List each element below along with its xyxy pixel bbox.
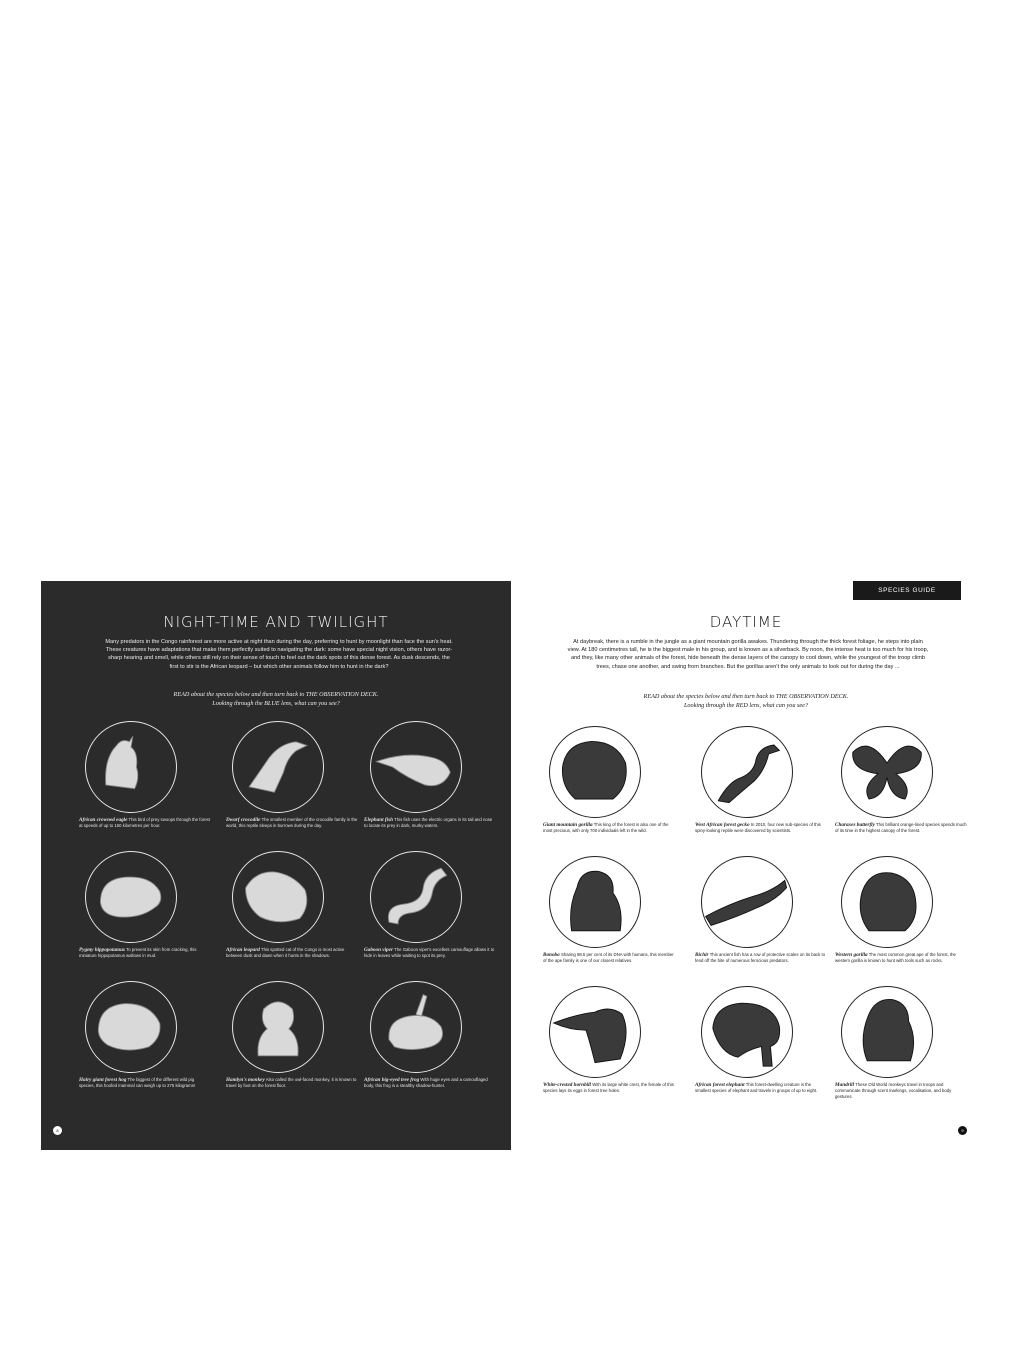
species-name: African forest elephant	[695, 1082, 745, 1088]
species-entry	[79, 851, 211, 976]
species-entry	[695, 726, 827, 851]
crocodile-icon	[232, 721, 324, 813]
species-entry	[543, 856, 675, 981]
elephant-icon	[701, 986, 793, 1078]
frog-icon	[370, 981, 462, 1073]
species-entry	[835, 986, 967, 1111]
species-entry	[364, 851, 496, 976]
species-name: Elephant fish	[364, 817, 393, 823]
species-description: With huge eyes and a camouflaged body, this frog is a stealthy shadow-hunter.	[364, 1077, 488, 1089]
species-description: The most common great ape of the forest, the western gorilla is known to hunt with tools such as rocks.	[835, 952, 956, 964]
species-caption	[226, 1077, 358, 1089]
species-name: Mandrill	[835, 1082, 855, 1088]
species-entry	[695, 986, 827, 1111]
species-description: This ancient fish has a row of protective scales on its back to fend off the bite of numerous ferocious predators.	[695, 952, 826, 964]
species-guide-tab: SPECIES GUIDE	[853, 581, 961, 600]
species-description: This brilliant orange-lined species spends much of its time in the highest canopy of the forest.	[835, 822, 967, 834]
species-entry	[364, 721, 496, 846]
species-entry	[543, 986, 675, 1111]
species-entry	[226, 981, 358, 1106]
fish-icon	[370, 721, 462, 813]
species-description: With its large white crest, the female of this species lays its eggs in forest tree holes.	[543, 1082, 674, 1094]
species-name: African crowned eagle	[79, 817, 128, 823]
species-caption	[226, 817, 358, 829]
species-caption	[543, 952, 675, 964]
western-gorilla-icon	[841, 856, 933, 948]
species-name: White-crested hornbill	[543, 1082, 591, 1088]
snake-icon	[370, 851, 462, 943]
species-name: Pygmy hippopotamus	[79, 947, 125, 953]
species-description: This bird of prey swoops through the forest at speeds of up to 160 kilometres per hour.	[79, 817, 210, 829]
species-caption	[835, 822, 967, 834]
species-description: The Gaboon viper's excellent camouflage allows it to hide in leaves while waiting to spot its prey.	[364, 947, 495, 959]
species-caption	[543, 822, 675, 834]
species-caption	[79, 817, 211, 829]
species-name: Bonobo	[543, 952, 560, 958]
species-entry	[835, 856, 967, 981]
species-caption	[695, 952, 827, 964]
species-description: In 2010, four new sub-species of this spiny-looking reptile were discovered by scientists.	[695, 822, 821, 834]
prompt-line-1: READ about the species below and then turn back to THE OBSERVATION DECK.	[643, 693, 849, 700]
species-caption	[695, 1082, 827, 1094]
species-name: Western gorilla	[835, 952, 868, 958]
species-entry	[695, 856, 827, 981]
species-name: Dwarf crocodile	[226, 817, 261, 823]
species-caption	[364, 1077, 496, 1089]
species-name: Giant mountain gorilla	[543, 822, 593, 828]
species-name: West African forest gecko	[695, 822, 750, 828]
species-caption	[364, 817, 496, 829]
bonobo-icon	[549, 856, 641, 948]
species-entry	[835, 726, 967, 851]
species-description: The smallest member of the crocodile family in the world, this reptile sleeps in burrows during the day.	[226, 817, 358, 829]
prompt-line-1: READ about the species below and then turn back to THE OBSERVATION DECK.	[173, 691, 379, 698]
species-caption	[835, 1082, 967, 1101]
species-description: Sharing 98.5 per cent of its DNA with humans, this member of the ape family is one of our closest relatives.	[543, 952, 674, 964]
species-name: African leopard	[226, 947, 260, 953]
eagle-icon	[85, 721, 177, 813]
species-description: This spotted cat of the Congo is most active between dusk and dawn when it hunts in the shadows.	[226, 947, 345, 959]
page-title: DAYTIME	[709, 613, 783, 631]
species-name: Hamlyn's monkey	[226, 1077, 265, 1083]
hornbill-icon	[549, 986, 641, 1078]
species-description: These Old World monkeys travel in troops and communicate through scent markings, vocalisation, and body gestures.	[835, 1082, 952, 1100]
species-description: This king of the forest is also one of the most precious, with only 700 individuals left in the wild.	[543, 822, 669, 834]
right-page	[511, 581, 981, 1150]
species-entry	[79, 981, 211, 1106]
bichir-icon	[701, 856, 793, 948]
butterfly-icon	[841, 726, 933, 818]
hog-icon	[85, 981, 177, 1073]
page-number: 8	[53, 1126, 62, 1135]
species-description: This fish uses the electric organs in its tail and nose to locate its prey in dark, murky waters.	[364, 817, 493, 829]
species-caption	[695, 822, 827, 834]
species-description: The biggest of the different wild pig species, this hoofed mammal can weigh up to 275 kilograms!	[79, 1077, 196, 1089]
prompt-line-2: Looking through the BLUE lens, what can you see?	[212, 699, 340, 707]
species-name: Charaxes butterfly	[835, 822, 875, 828]
species-caption	[79, 1077, 211, 1089]
species-entry	[543, 726, 675, 851]
species-caption	[543, 1082, 675, 1094]
monkey-icon	[232, 981, 324, 1073]
reading-prompt	[561, 693, 931, 710]
left-page	[41, 581, 511, 1150]
reading-prompt	[91, 691, 461, 708]
species-entry	[226, 721, 358, 846]
mandrill-icon	[841, 986, 933, 1078]
species-description: Also called the owl-faced monkey, it is known to travel by foot on the forest floor.	[226, 1077, 357, 1089]
species-name: African big-eyed tree frog	[364, 1077, 420, 1083]
leopard-icon	[232, 851, 324, 943]
species-entry	[79, 721, 211, 846]
species-name: Bichir	[695, 952, 709, 958]
species-description: To prevent its skin from cracking, this miniature hippopotamus wallows in mud.	[79, 947, 197, 959]
species-entry	[364, 981, 496, 1106]
gorilla-icon	[549, 726, 641, 818]
species-name: Hairy giant forest hog	[79, 1077, 127, 1083]
intro-paragraph: At daybreak, there is a rumble in the jungle as a giant mountain gorilla awakes. Thundering through the thick forest foliage, he steps into plain view. At 180 centimetres tall, he is the biggest male in his group, and is known as a silverback. By noon, the intense heat is too much for his troop, and they, like many other animals of the forest, hide beneath the dense layers of the canopy to cool down, while the youngest of the troop climb trees, chase one another, and swing from branches. But the gorillas aren't the only animals to look out for during the day ...	[567, 639, 929, 670]
species-caption	[835, 952, 967, 964]
hippo-icon	[85, 851, 177, 943]
species-caption	[364, 947, 496, 959]
intro-paragraph: Many predators in the Congo rainforest are more active at night than during the day, preferring to hunt by moonlight than face the sun's heat. These creatures have adaptations that make them perfectly suited to navigating the dark: some have special night vision, others have razor-sharp hearing and smell, while others still rely on their sense of touch to feel out the dark spots of this dense forest. As dusk descends, the first to stir is the African leopard – but which other animals follow him to hunt in the dark?	[105, 639, 453, 670]
gecko-icon	[701, 726, 793, 818]
species-caption	[226, 947, 358, 959]
species-entry	[226, 851, 358, 976]
prompt-line-2: Looking through the RED lens, what can you see?	[683, 701, 809, 709]
species-description: This forest-dwelling creature is the smallest species of elephant and travels in groups of up to eight.	[695, 1082, 818, 1094]
page-number: 9	[958, 1126, 967, 1135]
species-caption	[79, 947, 211, 959]
species-name: Gaboon viper	[364, 947, 393, 953]
page-title: NIGHT-TIME AND TWILIGHT	[163, 613, 389, 631]
